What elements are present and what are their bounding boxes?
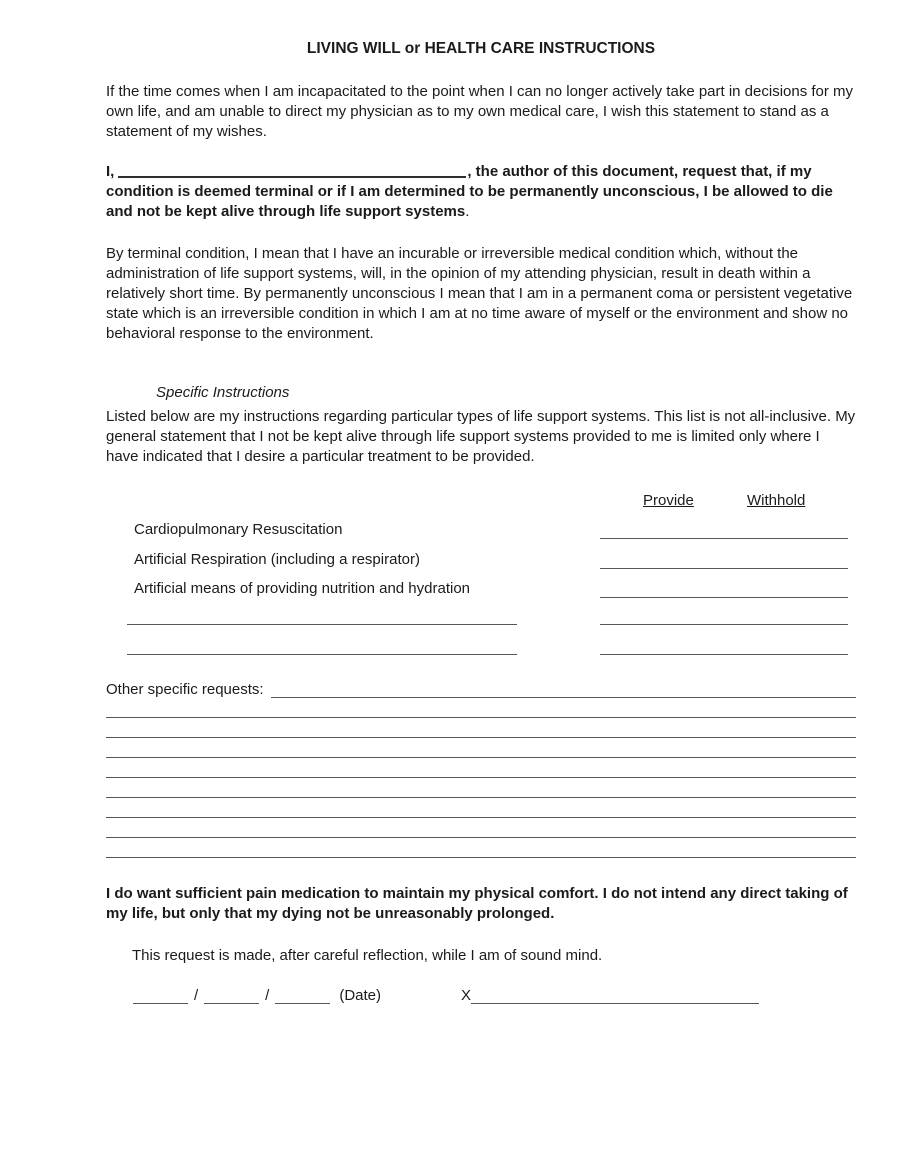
signature-blank[interactable] [471,988,759,1004]
date-day-blank[interactable] [204,988,259,1004]
blank-line[interactable] [106,698,856,718]
date-year-blank[interactable] [275,988,330,1004]
blank-line[interactable] [106,818,856,838]
specific-instructions-body: Listed below are my instructions regarding particular types of life support systems. This list is not all-inclusive. My general statement that I not be kept alive through life support systems provided to me is limited only where I have indicated that I desire a particular treatment to be provided. [106,408,856,465]
additional-treatment-blank[interactable] [127,624,517,625]
other-requests-row [106,681,856,698]
other-requests-label: Other specific requests: [106,681,264,698]
treatment-table-header [106,492,856,510]
signature-x-prefix: X [461,987,472,1004]
table-row [106,579,856,598]
additional-treatment-blank[interactable] [127,654,517,655]
date-label: (Date) [339,987,382,1004]
withhold-column-header: Withhold [747,492,806,509]
table-row [106,520,856,539]
author-name-blank[interactable] [118,164,466,178]
table-row [106,606,856,625]
treatment-label-nutrition: Artificial means of providing nutrition and hydration [134,580,471,597]
declaration-prefix: I, [106,163,115,180]
specific-instructions-heading: Specific Instructions [156,384,290,401]
declaration-paragraph [106,162,856,222]
blank-line[interactable] [106,718,856,738]
date-signature-row [133,984,856,1004]
blank-line[interactable] [106,758,856,778]
declaration-text: , the author of this document, request that, if my condition is deemed terminal or if I am determined to be permanently unconscious, I be allowed to die and not be kept alive through life support systems [106,163,833,220]
blank-line[interactable] [106,798,856,818]
declaration-period: . [465,203,470,220]
intro-paragraph: If the time comes when I am incapacitated to the point when I can no longer actively take part in decisions for my own life, and am unable to direct my physician as to my own medical care, I wish this statement to stand as a statement of my wishes. [106,83,854,140]
signature-group [461,987,759,1004]
provide-withhold-blank[interactable] [600,568,848,569]
provide-withhold-blank[interactable] [600,654,848,655]
table-row [106,636,856,655]
date-month-blank[interactable] [133,988,188,1004]
document-title: LIVING WILL or HEALTH CARE INSTRUCTIONS [306,40,656,57]
provide-withhold-blank[interactable] [600,624,848,625]
other-requests-lines [106,698,856,858]
blank-line[interactable] [106,738,856,758]
blank-line[interactable] [106,838,856,858]
table-row [106,550,856,569]
treatment-label-cpr: Cardiopulmonary Resuscitation [134,521,343,538]
treatment-label-respiration: Artificial Respiration (including a respirator) [134,551,420,568]
pain-medication-statement: I do want sufficient pain medication to maintain my physical comfort. I do not intend any direct taking of my life, but only that my dying not be unreasonably prolonged. [106,885,848,922]
blank-line[interactable] [106,778,856,798]
other-requests-blank[interactable] [271,681,856,698]
sound-mind-statement: This request is made, after careful reflection, while I am of sound mind. [132,947,603,964]
provide-withhold-blank[interactable] [600,538,848,539]
provide-withhold-blank[interactable] [600,597,848,598]
definitions-paragraph: By terminal condition, I mean that I have an incurable or irreversible medical condition which, without the administration of life support systems, will, in the opinion of my attending physician, result in death within a relatively short time. By permanently unconscious I mean that I am in a permanent coma or persistent vegetative state which is an irreversible condition in which I am at no time aware of myself or the environment and show no behavioral response to the environment. [106,245,853,342]
provide-column-header: Provide [643,492,694,509]
date-separator: / [265,987,270,1004]
date-separator: / [194,987,199,1004]
document-content [106,0,856,1165]
